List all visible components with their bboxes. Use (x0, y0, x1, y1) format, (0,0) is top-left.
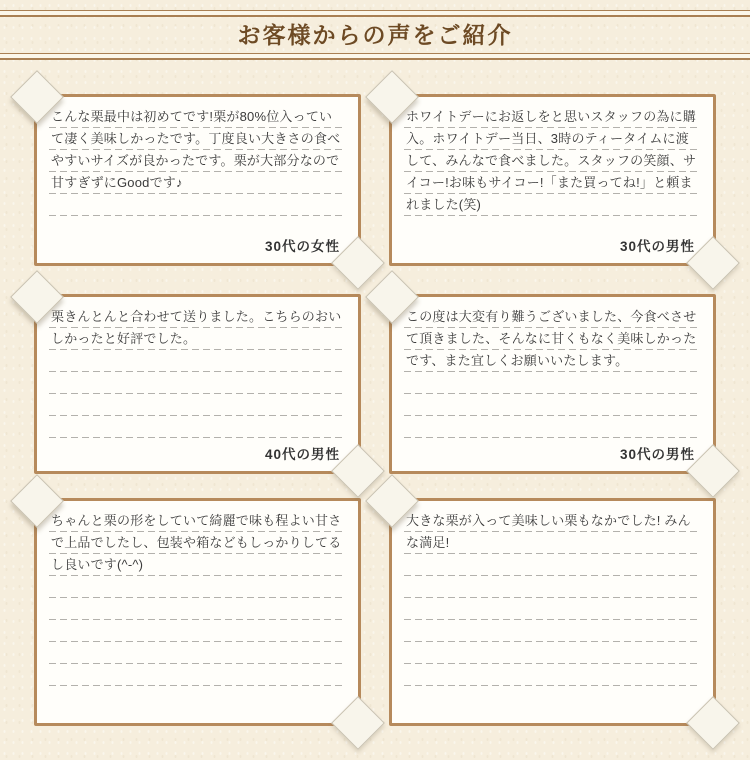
review-text: この度は大変有り難うございました、今食べさせて頂きました、そんなに甘くもなく美味しかったです、また宜しくお願いいたします。 (406, 309, 697, 368)
review-row-2 (0, 294, 750, 474)
review-text: 大きな栗が入って美味しい栗もなかでした! みんな満足! (406, 513, 691, 550)
review-row-3 (0, 498, 750, 726)
review-text: ホワイトデーにお返しをと思いスタッフの為に購入。ホワイトデー当日、3時のティータイムに渡して、みんなで食べました。スタッフの笑顔、サイコー!お味もサイコー!「また買ってね!」と頼まれました(笑) (406, 109, 697, 212)
page-title: お客様からの声をご紹介 (237, 22, 513, 48)
ruled-paper (49, 510, 346, 693)
ruled-paper (404, 106, 701, 233)
review-text: こんな栗最中は初めてです!栗が80%位入っていて凄く美味しかったです。丁度良い大きさの食べやすいサイズが良かったです。栗が大部分なので甘すぎずにGoodです♪ (51, 109, 341, 190)
review-author: 30代の男性 (619, 239, 695, 254)
ruled-paper (49, 106, 346, 233)
review-card-3 (34, 294, 361, 474)
section-header (0, 10, 750, 60)
review-text: ちゃんと栗の形をしていて綺麗で味も程よい甘さで上品でしたし、包装や箱などもしっかりしてるし良いです(^-^) (51, 513, 342, 572)
review-text: 栗きんとんと合わせて送りました。こちらのおいしかったと好評でした。 (51, 309, 342, 346)
review-author: 30代の女性 (264, 239, 340, 254)
ruled-paper (49, 306, 346, 441)
header-bottom-rule (0, 53, 750, 60)
review-card-4 (389, 294, 716, 474)
corner-fold-bottom-right (331, 696, 385, 750)
review-card-5 (34, 498, 361, 726)
ruled-paper (404, 510, 701, 693)
review-card-2 (389, 94, 716, 266)
review-author: 30代の男性 (619, 447, 695, 462)
review-author: 40代の男性 (264, 447, 340, 462)
review-card-1 (34, 94, 361, 266)
review-card-6 (389, 498, 716, 726)
review-row-1 (0, 94, 750, 266)
header-top-rule (0, 10, 750, 17)
corner-fold-bottom-right (686, 696, 740, 750)
ruled-paper (404, 306, 701, 441)
